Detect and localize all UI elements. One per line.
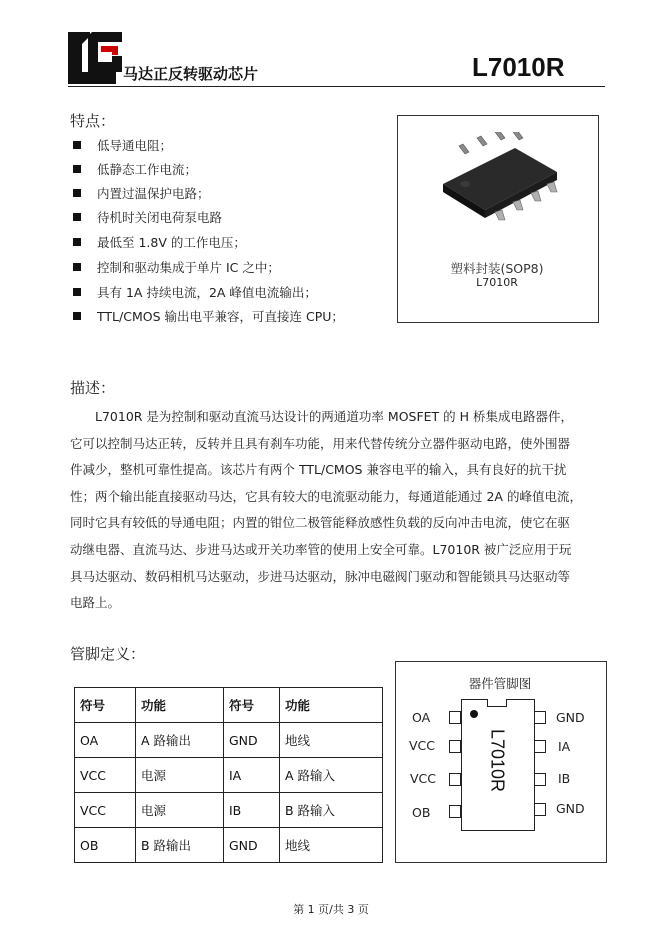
feature-text: 最低至 1.8V 的工作电压； [97,235,246,250]
pin-pad [534,711,546,724]
pin-label: VCC [410,771,437,786]
table-header-cell: 功能 [136,688,224,723]
feature-item [73,233,246,251]
pin-diagram-title: 器件管脚图 [468,676,532,691]
page-number: 第 1 页/共 3 页 [293,903,369,916]
table-row [75,793,383,828]
ic-label: L7010R [487,728,508,793]
pin-label: VCC [409,738,436,753]
bullet-icon [73,213,81,221]
table-cell: B 路输出 [136,828,224,863]
header-divider [68,86,605,87]
feature-text: 低导通电阻； [97,138,173,153]
pin-label: OA [412,710,431,725]
pin-label: GND [556,801,585,816]
description-title: 描述： [70,379,116,397]
table-header-cell: 功能 [280,688,383,723]
pin-pad [534,803,546,816]
feature-item [73,184,210,202]
pin-label: IB [558,771,571,786]
table-row [75,828,383,863]
table-cell: A 路输出 [136,723,224,758]
feature-text: 内置过温保护电路； [97,186,210,201]
description-body [70,404,606,617]
bullet-icon [73,288,81,296]
feature-text: 低静态工作电流； [97,162,198,177]
description-line: 同时它具有较低的导通电阻；内置的钳位二极管能释放感性负载的反向冲击电流，使它在驱 [70,515,571,531]
feature-text: TTL/CMOS 输出电平兼容，可直接连 CPU； [97,309,344,324]
table-cell: 地线 [280,723,383,758]
table-cell: VCC [75,758,136,793]
table-cell: OB [75,828,136,863]
table-cell: IB [224,793,280,828]
features-title: 特点： [70,112,116,130]
pin1-marker-icon [470,710,478,718]
description-line: 它可以控制马达正转，反转并且具有刹车功能，用来代替传统分立器件驱动电路，使外围器 [70,435,571,451]
company-logo [68,32,122,84]
bullet-icon [73,238,81,246]
table-cell: GND [224,723,280,758]
table-cell: B 路输入 [280,793,383,828]
feature-item [73,283,317,301]
table-cell: IA [224,758,280,793]
description-line: 电路上。 [70,595,121,611]
pin-pad [534,740,546,753]
table-cell: GND [224,828,280,863]
table-cell: 电源 [136,758,224,793]
feature-item [73,307,344,325]
feature-item [73,136,172,154]
table-header-cell: 符号 [224,688,280,723]
table-row [75,758,383,793]
bullet-icon [73,263,81,271]
brand-title: 马达正反转驱动芯片 [123,65,259,83]
sop8-chip-image [435,132,565,222]
feature-text: 待机时关闭电荷泵电路 [97,210,223,225]
pin-label: IA [558,739,571,754]
pin-definition-table [74,687,383,863]
table-row [75,723,383,758]
pins-title: 管脚定义： [70,645,146,663]
table-cell: 地线 [280,828,383,863]
pin-pad [449,740,461,753]
table-cell: A 路输入 [280,758,383,793]
pin-pad [449,773,461,786]
description-line: 具马达驱动、数码相机马达驱动，步进马达驱动，脉冲电磁阀门驱动和智能锁具马达驱动等 [70,568,571,584]
feature-item [73,160,197,178]
feature-text: 具有 1A 持续电流，2A 峰值电流输出； [97,285,317,300]
description-line: 件减少，整机可靠性提高。该芯片有两个 TTL/CMOS 兼容电平的输入，具有良好的抗干扰 [70,462,567,478]
table-cell: 电源 [136,793,224,828]
model-number: L7010R [472,52,565,82]
bullet-icon [73,141,81,149]
feature-item [73,258,280,276]
bullet-icon [73,165,81,173]
description-line: 性；两个输出能直接驱动马达，它具有较大的电流驱动能力，每通道能通过 2A 的峰值电流， [70,488,582,504]
description-line: L7010R 是为控制和驱动直流马达设计的两通道功率 MOSFET 的 H 桥集成电路器件， [95,409,574,424]
table-cell: VCC [75,793,136,828]
table-header-cell: 符号 [75,688,136,723]
pin-pad [449,805,461,818]
feature-text: 控制和驱动集成于单片 IC 之中； [97,260,280,275]
feature-item [73,208,222,226]
bullet-icon [73,312,81,320]
pin-pad [534,773,546,786]
bullet-icon [73,189,81,197]
table-header-row [75,688,383,723]
package-caption: 塑料封装(SOP8) [450,261,544,276]
table-cell: OA [75,723,136,758]
package-part-number: L7010R [476,276,518,289]
pin-pad [449,711,461,724]
pin-label: GND [556,710,585,725]
pin-label: OB [412,805,431,820]
ic-notch [487,699,507,707]
description-line: 动继电器、直流马达、步进马达或开关功率管的使用上安全可靠。L7010R 被广泛应用于玩 [70,541,572,557]
